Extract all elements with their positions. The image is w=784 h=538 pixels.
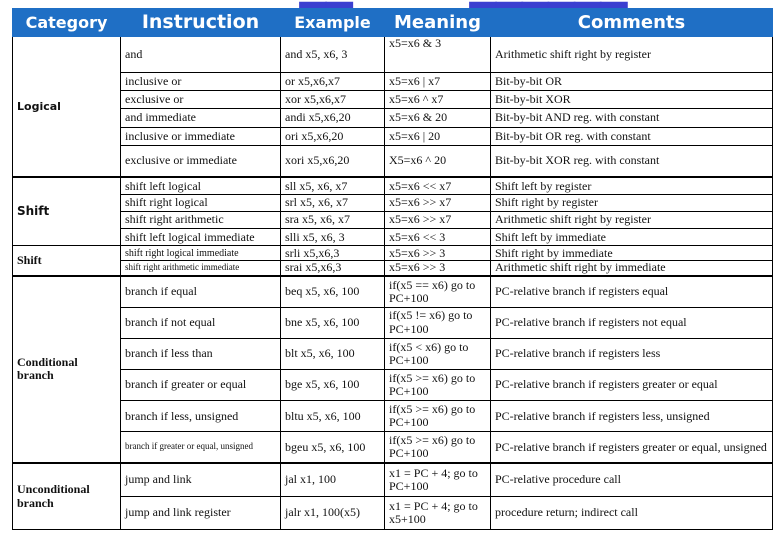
meaning-cell: if(x5 == x6) go to PC+100 <box>385 276 491 307</box>
instruction-cell: shift left logical <box>121 177 281 194</box>
table-row <box>13 496 773 529</box>
meaning-cell: x5=x6 >> 3 <box>385 261 491 276</box>
comment-cell: procedure return; indirect call <box>491 496 773 529</box>
instruction-cell: and immediate <box>121 109 281 127</box>
table-row <box>13 194 773 211</box>
riscv-instruction-table <box>12 8 773 530</box>
instruction-cell: shift right arithmetic <box>121 212 281 229</box>
example-cell: blt x5, x6, 100 <box>281 338 385 369</box>
example-cell: ori x5,x6,20 <box>281 127 385 145</box>
comment-cell: PC-relative branch if registers less <box>491 338 773 369</box>
example-cell: or x5,x6,x7 <box>281 73 385 91</box>
meaning-cell: x5=x6 & 20 <box>385 109 491 127</box>
category-shift: Shift <box>13 177 121 245</box>
meaning-cell: x1 = PC + 4; go to PC+100 <box>385 463 491 496</box>
header-category: Category <box>13 9 121 37</box>
category-unconditional-branch: Unconditional branch <box>13 463 121 530</box>
instruction-cell: inclusive or immediate <box>121 127 281 145</box>
comment-cell: Bit-by-bit AND reg. with constant <box>491 109 773 127</box>
example-cell: beq x5, x6, 100 <box>281 276 385 307</box>
meaning-cell: if(x5 >= x6) go to PC+100 <box>385 401 491 432</box>
table-row <box>13 276 773 307</box>
table-row <box>13 338 773 369</box>
instruction-cell: shift right logical immediate <box>121 246 281 261</box>
example-cell: bgeu x5, x6, 100 <box>281 432 385 463</box>
meaning-cell: x5=x6 ^ x7 <box>385 91 491 109</box>
table-row <box>13 212 773 229</box>
table-row <box>13 73 773 91</box>
table-row <box>13 369 773 400</box>
meaning-cell: if(x5 != x6) go to PC+100 <box>385 307 491 338</box>
example-cell: andi x5,x6,20 <box>281 109 385 127</box>
meaning-cell: if(x5 >= x6) go to PC+100 <box>385 432 491 463</box>
header-meaning: Meaning <box>385 9 491 37</box>
example-cell: srai x5,x6,3 <box>281 261 385 276</box>
meaning-cell: x5=x6 & 3 <box>385 37 491 73</box>
meaning-cell: x5=x6 | 20 <box>385 127 491 145</box>
category-shift-immediate: Shift <box>13 246 121 276</box>
header-comments: Comments <box>491 9 773 37</box>
example-cell: xori x5,x6,20 <box>281 145 385 177</box>
comment-cell: PC-relative branch if registers equal <box>491 276 773 307</box>
header-example: Example <box>281 9 385 37</box>
example-cell: bltu x5, x6, 100 <box>281 401 385 432</box>
table-row <box>13 261 773 276</box>
example-cell: jal x1, 100 <box>281 463 385 496</box>
instruction-cell: branch if less than <box>121 338 281 369</box>
instruction-cell: and <box>121 37 281 73</box>
comment-cell: Bit-by-bit XOR <box>491 91 773 109</box>
example-cell: xor x5,x6,x7 <box>281 91 385 109</box>
example-cell: sra x5, x6, x7 <box>281 212 385 229</box>
meaning-cell: x5=x6 << x7 <box>385 177 491 194</box>
comment-cell: Arithmetic shift right by immediate <box>491 261 773 276</box>
comment-cell: Bit-by-bit XOR reg. with constant <box>491 145 773 177</box>
meaning-cell: x5=x6 >> 3 <box>385 246 491 261</box>
comment-cell: Arithmetic shift right by register <box>491 37 773 73</box>
comment-cell: Shift right by register <box>491 194 773 211</box>
table-header-row <box>13 9 773 37</box>
instruction-cell: jump and link register <box>121 496 281 529</box>
comment-cell: PC-relative branch if registers greater or equal <box>491 369 773 400</box>
meaning-cell: x1 = PC + 4; go to x5+100 <box>385 496 491 529</box>
comment-cell: Shift left by register <box>491 177 773 194</box>
example-cell: bge x5, x6, 100 <box>281 369 385 400</box>
table-row <box>13 401 773 432</box>
table-row <box>13 145 773 177</box>
example-cell: srl x5, x6, x7 <box>281 194 385 211</box>
table-row <box>13 246 773 261</box>
instruction-cell: inclusive or <box>121 73 281 91</box>
meaning-cell: X5=x6 ^ 20 <box>385 145 491 177</box>
comment-cell: PC-relative branch if registers less, unsigned <box>491 401 773 432</box>
table-row <box>13 91 773 109</box>
meaning-cell: if(x5 < x6) go to PC+100 <box>385 338 491 369</box>
meaning-cell: x5=x6 >> x7 <box>385 212 491 229</box>
table-row <box>13 432 773 463</box>
comment-cell: Bit-by-bit OR <box>491 73 773 91</box>
instruction-cell: shift left logical immediate <box>121 229 281 246</box>
example-cell: jalr x1, 100(x5) <box>281 496 385 529</box>
table-row <box>13 109 773 127</box>
table-row <box>13 177 773 194</box>
meaning-cell: x5=x6 << 3 <box>385 229 491 246</box>
instruction-cell: shift right arithmetic immediate <box>121 261 281 276</box>
meaning-cell: x5=x6 | x7 <box>385 73 491 91</box>
comment-cell: Shift right by immediate <box>491 246 773 261</box>
instruction-cell: shift right logical <box>121 194 281 211</box>
example-cell: srli x5,x6,3 <box>281 246 385 261</box>
table-row <box>13 307 773 338</box>
instruction-cell: exclusive or immediate <box>121 145 281 177</box>
instruction-cell: branch if greater or equal <box>121 369 281 400</box>
category-conditional-branch: Conditional branch <box>13 276 121 463</box>
comment-cell: PC-relative procedure call <box>491 463 773 496</box>
instruction-cell: branch if less, unsigned <box>121 401 281 432</box>
category-logical: Logical <box>13 37 121 178</box>
table-row <box>13 37 773 73</box>
comment-cell: Shift left by immediate <box>491 229 773 246</box>
example-cell: bne x5, x6, 100 <box>281 307 385 338</box>
instruction-cell: branch if equal <box>121 276 281 307</box>
example-cell: sll x5, x6, x7 <box>281 177 385 194</box>
example-cell: slli x5, x6, 3 <box>281 229 385 246</box>
instruction-cell: branch if not equal <box>121 307 281 338</box>
meaning-cell: x5=x6 >> x7 <box>385 194 491 211</box>
table-row <box>13 463 773 496</box>
comment-cell: PC-relative branch if registers greater or equal, unsigned <box>491 432 773 463</box>
comment-cell: PC-relative branch if registers not equal <box>491 307 773 338</box>
example-cell: and x5, x6, 3 <box>281 37 385 73</box>
meaning-cell: if(x5 >= x6) go to PC+100 <box>385 369 491 400</box>
instruction-cell: branch if greater or equal, unsigned <box>121 432 281 463</box>
table-row <box>13 127 773 145</box>
instruction-cell: jump and link <box>121 463 281 496</box>
comment-cell: Arithmetic shift right by register <box>491 212 773 229</box>
instruction-cell: exclusive or <box>121 91 281 109</box>
comment-cell: Bit-by-bit OR reg. with constant <box>491 127 773 145</box>
table-row <box>13 229 773 246</box>
header-instruction: Instruction <box>121 9 281 37</box>
